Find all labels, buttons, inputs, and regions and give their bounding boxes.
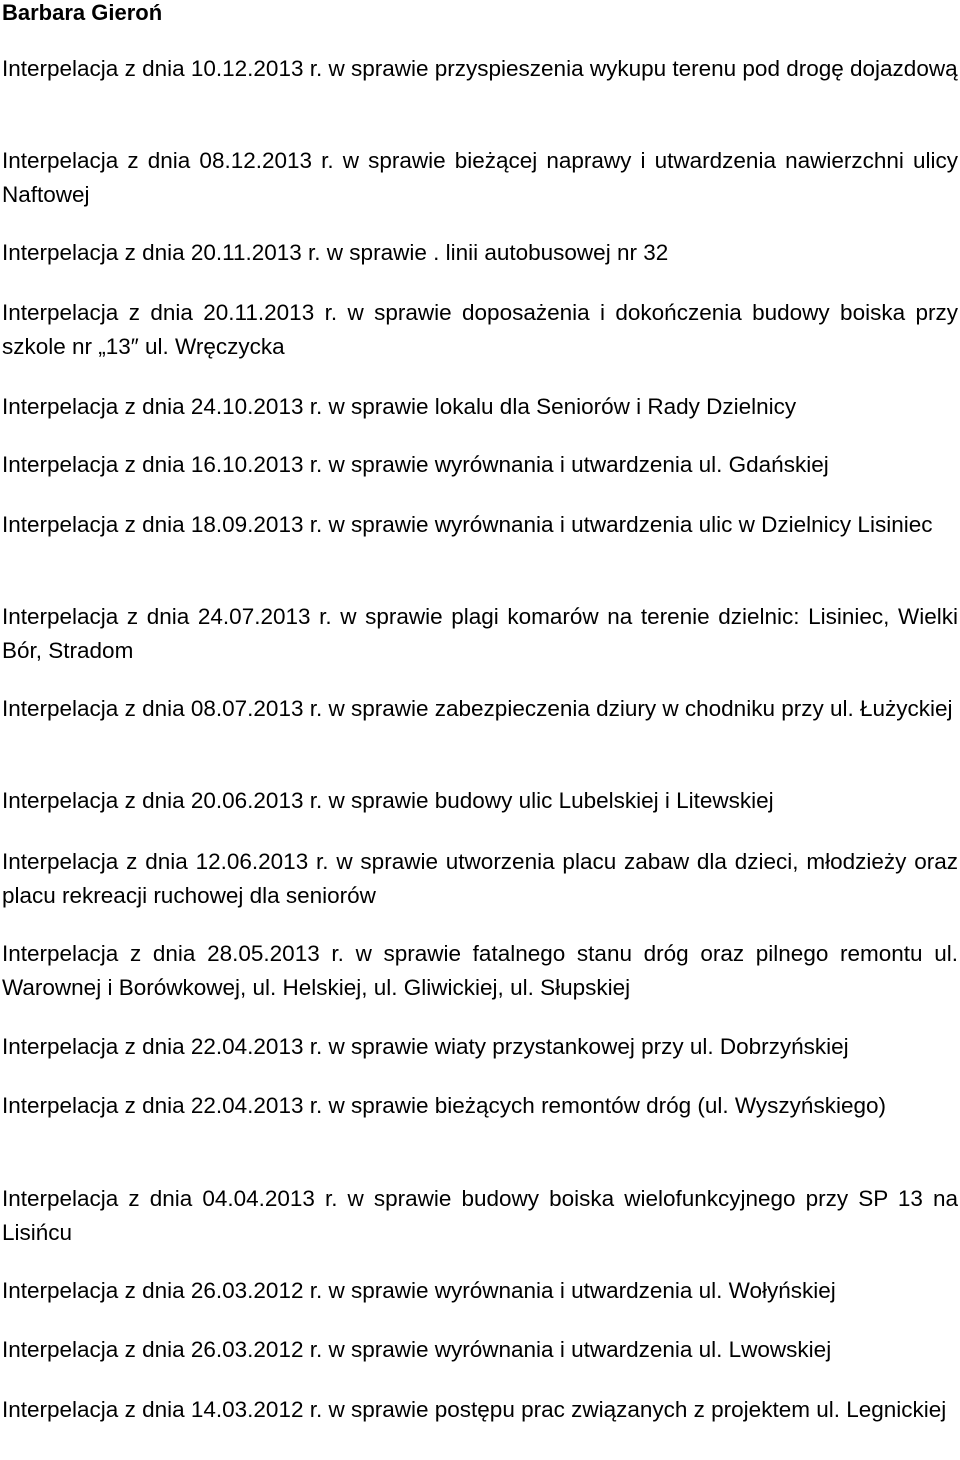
interpellation-entry: Interpelacja z dnia 08.12.2013 r. w sprawie bieżącej naprawy i utwardzenia nawierzchni ulicy Naftowej bbox=[2, 148, 958, 207]
interpellation-entry: Interpelacja z dnia 20.11.2013 r. w sprawie . linii autobusowej nr 32 bbox=[2, 240, 669, 265]
interpellation-entry: Interpelacja z dnia 26.03.2012 r. w sprawie wyrównania i utwardzenia ul. Lwowskiej bbox=[2, 1337, 832, 1362]
interpellation-entry: Interpelacja z dnia 22.04.2013 r. w sprawie wiaty przystankowej przy ul. Dobrzyńskiej bbox=[2, 1034, 849, 1059]
interpellation-entry: Interpelacja z dnia 10.12.2013 r. w sprawie przyspieszenia wykupu terenu pod drogę dojazdową bbox=[2, 56, 958, 81]
author-name: Barbara Gieroń bbox=[2, 0, 163, 25]
interpellation-entry: Interpelacja z dnia 16.10.2013 r. w sprawie wyrównania i utwardzenia ul. Gdańskiej bbox=[2, 452, 829, 477]
interpellation-entry: Interpelacja z dnia 14.03.2012 r. w sprawie postępu prac związanych z projektem ul. Legnickiej bbox=[2, 1397, 947, 1422]
interpellation-entry: Interpelacja z dnia 20.11.2013 r. w sprawie doposażenia i dokończenia budowy boiska przy szkole nr „13″ ul. Wręczycka bbox=[2, 300, 958, 359]
interpellation-entry: Interpelacja z dnia 26.03.2012 r. w sprawie wyrównania i utwardzenia ul. Wołyńskiej bbox=[2, 1278, 836, 1303]
interpellation-entry: Interpelacja z dnia 20.06.2013 r. w sprawie budowy ulic Lubelskiej i Litewskiej bbox=[2, 788, 774, 813]
interpellation-entry: Interpelacja z dnia 04.04.2013 r. w sprawie budowy boiska wielofunkcyjnego przy SP 13 na Lisińcu bbox=[2, 1186, 958, 1245]
interpellation-entry: Interpelacja z dnia 24.10.2013 r. w sprawie lokalu dla Seniorów i Rady Dzielnicy bbox=[2, 394, 797, 419]
interpellation-entry: Interpelacja z dnia 18.09.2013 r. w sprawie wyrównania i utwardzenia ulic w Dzielnicy Lisiniec bbox=[2, 512, 933, 537]
interpellation-entry: Interpelacja z dnia 28.05.2013 r. w sprawie fatalnego stanu dróg oraz pilnego remontu ul. Warownej i Borówkowej, ul. Helskiej, ul. Gliwickiej, ul. Słupskiej bbox=[2, 941, 958, 1000]
interpellation-entry: Interpelacja z dnia 24.07.2013 r. w sprawie plagi komarów na terenie dzielnic: Lisiniec, Wielki Bór, Stradom bbox=[2, 604, 958, 663]
interpellation-entry: Interpelacja z dnia 22.04.2013 r. w sprawie bieżących remontów dróg (ul. Wyszyńskiego) bbox=[2, 1093, 886, 1118]
interpellation-entry: Interpelacja z dnia 12.06.2013 r. w sprawie utworzenia placu zabaw dla dzieci, młodzieży oraz placu rekreacji ruchowej dla seniorów bbox=[2, 849, 958, 908]
interpellation-entry: Interpelacja z dnia 08.07.2013 r. w sprawie zabezpieczenia dziury w chodniku przy ul. Łużyckiej bbox=[2, 696, 953, 721]
